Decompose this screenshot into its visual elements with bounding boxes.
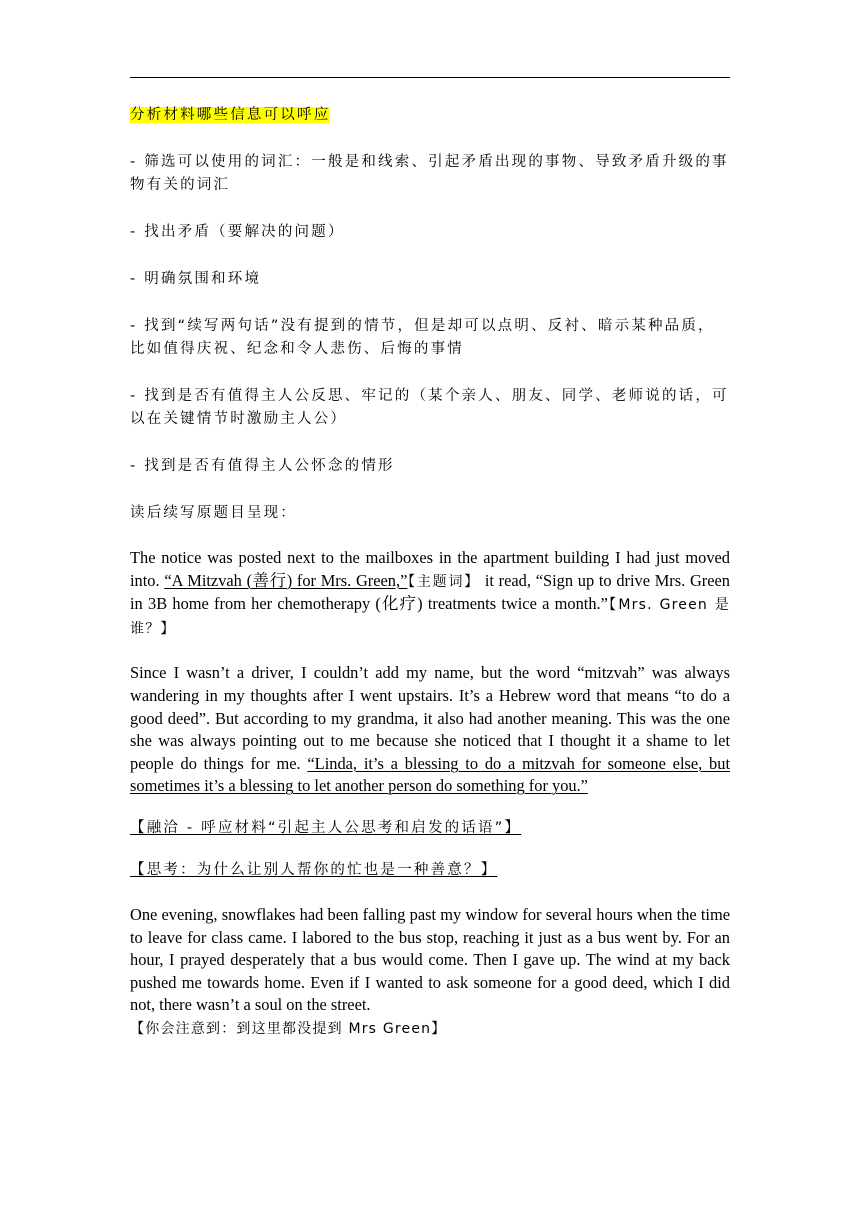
p1-title-underlined: “A Mitzvah (善行) for Mrs. Green,” [164,570,408,590]
note-think-text: 【思考：为什么让别人帮你的忙也是一种善意？】 [130,861,498,878]
bullet-plot: - 找到“续写两句话”没有提到的情节，但是却可以点明、反衬、暗示某种品质，比如值得庆祝、纪念和令人悲伤、后悔的事情 [130,318,715,357]
p1-note-who: 【Mrs. Green 是谁？】 [130,597,730,637]
bullet-conflict: - 找出矛盾（要解决的问题） [130,224,345,240]
paragraph-notice [130,547,730,640]
p2-quote-underlined: “Linda, it’s a blessing to do a mitzvah for someone else, but sometimes it’s a blessing to let another person do something for you.” [130,753,730,796]
document-body [130,104,730,1041]
note-think [130,859,730,882]
bullet-atmosphere: - 明确氛围和环境 [130,271,262,287]
highlighted-heading: 分析材料哪些信息可以呼应 [130,107,331,123]
section-heading [130,104,730,127]
subheading: 读后续写原题目呈现： [130,505,297,521]
note-harmony [130,817,730,840]
p1-text-d: it read, “Sign up to drive Mrs. Green in 3B home from her chemotherapy (化疗) treatments twice a month.” [130,570,730,614]
paragraph-snow-evening [130,904,730,1041]
p3-text-a: One evening, snowflakes had been falling past my window for several hours when the time to leave for class came. I labored to the bus stop, reaching it just as a bus went by. For an hour, I prayed desperately that a bus would come. Then I gave up. The wind at my back pushed me towards home. Even if I wanted to ask someone for a good deed, which I did not, there wasn’t a soul on the street. [130,904,730,1015]
p1-text-a: The notice was posted next to the mailboxes in the apartment building I had just moved into. [130,548,730,590]
bullet-vocabulary: - 筛选可以使用的词汇：一般是和线索、引起矛盾出现的事物、导致矛盾升级的事物有关的词汇 [130,154,729,193]
note-harmony-text: 【融洽 - 呼应材料“引起主人公思考和启发的话语”】 [130,819,522,836]
header-rule [130,77,730,78]
p1-note-theme: 【主题词】 [407,573,481,590]
p2-text-a: Since I wasn’t a driver, I couldn’t add my name, but the word “mitzvah” was always wandering in my thoughts after I went upstairs. It’s a Hebrew word that means “to do a good deed”. But according to my grandma, it also had another meaning. This was the one she was always pointing out to me because she noticed that I thought it a shame to let people do things for me. [130,663,730,773]
bullet-nostalgia: - 找到是否有值得主人公怀念的情形 [130,458,395,474]
p3-note: 【你会注意到：到这里都没提到 Mrs Green】 [130,1020,447,1037]
paragraph-mitzvah [130,662,730,798]
bullet-reflection: - 找到是否有值得主人公反思、牢记的（某个亲人、朋友、同学、老师说的话，可以在关键情节时激励主人公） [130,388,729,427]
